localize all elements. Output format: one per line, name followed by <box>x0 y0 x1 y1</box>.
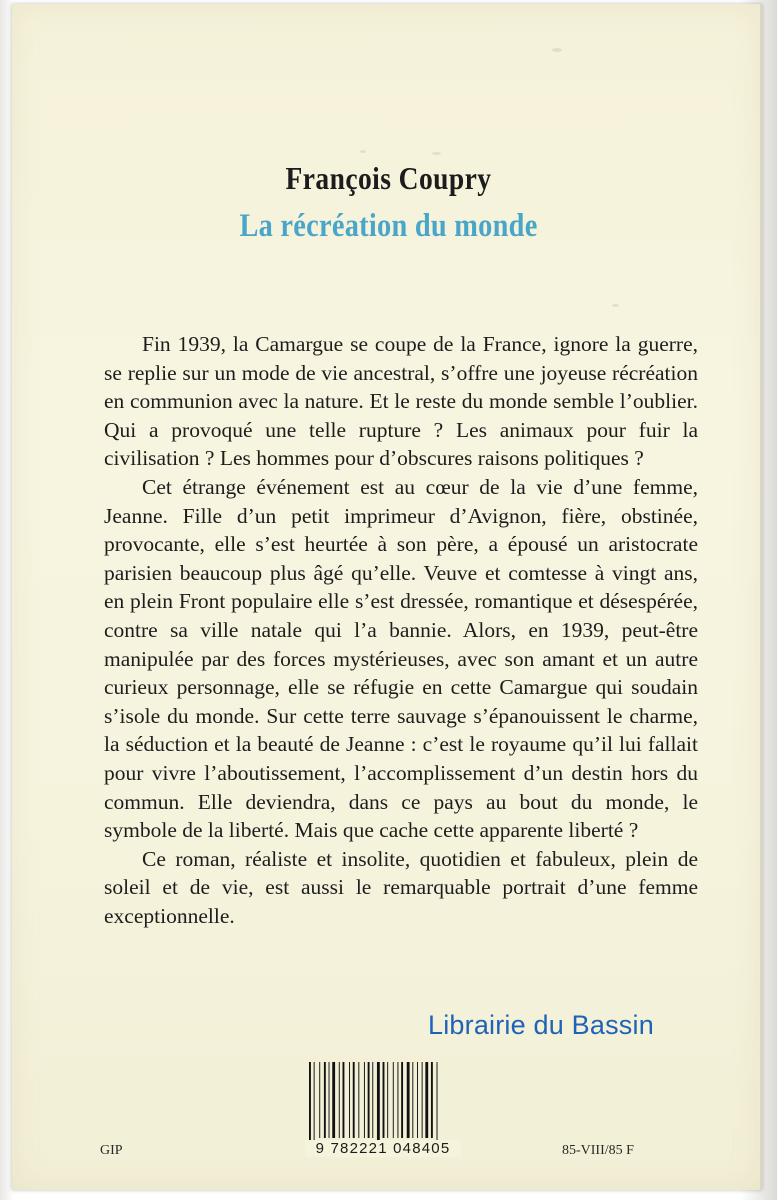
seller-stamp: Librairie du Bassin <box>428 1010 654 1040</box>
barcode-bar <box>368 1062 370 1138</box>
isbn-number: 9 782221 048405 <box>305 1140 461 1157</box>
barcode-bar <box>324 1062 326 1138</box>
blurb-paragraph-3: Ce roman, réaliste et insolite, quotidien et fabuleux, plein de soleil et de vie, est aussi le remarquable portrait d’une femme exceptionnelle. <box>104 846 698 928</box>
barcode-bar <box>309 1062 311 1142</box>
barcode-bar <box>372 1062 373 1138</box>
stain-spot <box>612 304 619 307</box>
barcode-bar <box>377 1062 380 1142</box>
barcode-bar <box>431 1062 433 1138</box>
blurb-paragraph-2: Cet étrange événement est au cœur de la vie d’une femme, Jeanne. Fille d’un petit imprimeur d’Avignon, fière, obstinée, provocante, elle s’est heurtée à son père, a épousé un aristocrate parisien beaucoup plus âgé qu’elle. Veuve et comtesse à vingt ans, en plein Front populaire elle s’est dressée, romantique et désespérée, contre sa ville natale qui l’a bannie. Alors, en 1939, peut-être manipulée par des forces mystérieuses, avec son amant et un autre curieux personnage, elle se réfugie en cette Camargue qui soudain s’isole du monde. Sur cette terre sauvage s’épanouissent le charme, la séduction et la beauté de Jeanne : c’est le royaume qu’il lui fallait pour vivre l’aboutissement, l’accomplissement d’un destin hors du commun. Elle deviendra, dans ce pays au bout du monde, le symbole de la liberté. Mais que cache cette apparente liberté ? <box>104 474 698 843</box>
barcode-bar <box>319 1062 320 1138</box>
barcode-bar <box>422 1062 423 1138</box>
barcode-bar <box>387 1062 388 1138</box>
barcode-bar <box>329 1062 330 1138</box>
barcode-bar <box>407 1062 410 1138</box>
stain-spot <box>360 150 366 153</box>
blurb-paragraph-1: Fin 1939, la Camargue se coupe de la France, ignore la guerre, se replie sur un mode de vie ancestral, s’offre une joyeuse récréation en communion avec la nature. Et le reste du monde semble l’oublier. Qui a provoqué une telle rupture ? Les animaux pour fuir la civilisation ? Les hommes pour d’obscures raisons politiques ? <box>104 332 698 471</box>
barcode-bar <box>417 1062 418 1138</box>
barcode-bar <box>401 1062 403 1138</box>
barcode <box>305 1062 461 1162</box>
barcode-bar <box>425 1062 428 1138</box>
stain-spot <box>432 152 441 155</box>
barcode-bar <box>353 1062 355 1138</box>
blurb-text <box>104 330 698 930</box>
barcode-bar <box>349 1062 350 1138</box>
price-code: 85-VIII/85 F <box>562 1143 634 1158</box>
barcode-bar <box>412 1062 413 1138</box>
barcode-bar <box>339 1062 340 1138</box>
barcode-bar <box>383 1062 385 1138</box>
barcode-bar <box>314 1062 315 1142</box>
barcode-bar <box>397 1062 398 1138</box>
barcode-bar <box>364 1062 365 1138</box>
barcode-bar <box>437 1062 438 1142</box>
barcode-bars <box>305 1062 461 1142</box>
barcode-bar <box>393 1062 394 1138</box>
barcode-bar <box>332 1062 335 1138</box>
author-name: François Coupry <box>285 160 492 196</box>
stain-spot <box>552 48 562 52</box>
publisher-code: GIP <box>100 1143 123 1158</box>
book-title: La récréation du monde <box>239 208 538 244</box>
barcode-bar <box>358 1062 359 1138</box>
barcode-bar <box>343 1062 345 1138</box>
